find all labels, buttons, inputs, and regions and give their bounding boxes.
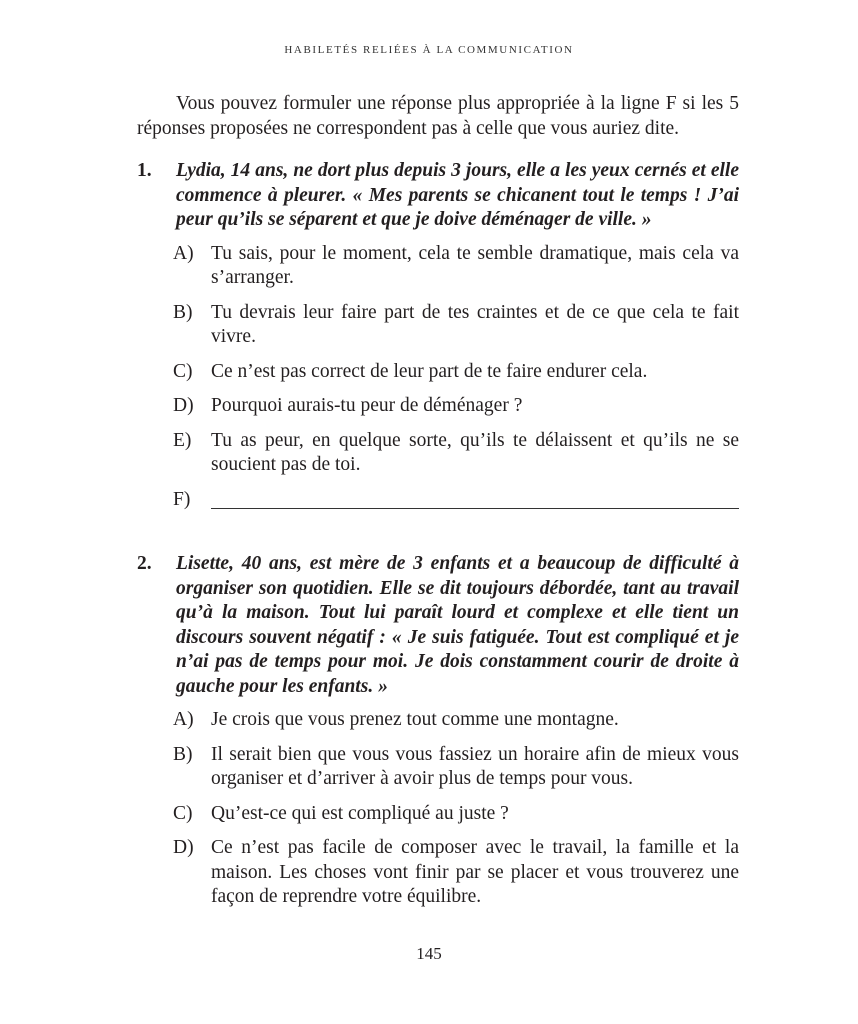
option-text: Pourquoi aurais-tu peur de déménager ? xyxy=(211,395,523,416)
question-text: Lydia, 14 ans, ne dort plus depuis 3 jours, elle a les yeux cernés et elle commence à pleurer. « Mes parents se chicanent tout le temps ! J’ai peur qu’ils se séparent et que je doive déménager de ville. » xyxy=(176,160,739,230)
answer-blank-line[interactable] xyxy=(211,490,739,509)
option-letter: A) xyxy=(173,709,194,730)
option-a xyxy=(173,242,739,291)
question-text: Lisette, 40 ans, est mère de 3 enfants et a beaucoup de difficulté à organiser son quotidien. Elle se dit toujours débordée, tant au travail qu’à la maison. Tout lui paraît lourd et complexe et elle tient un discours souvent négatif : « Je suis fatiguée. Tout est compliqué et je n’ai pas de temps pour moi. Je dois constamment courir de droite à gauche pour les enfants. » xyxy=(176,553,739,697)
option-text: Il serait bien que vous vous fassiez un horaire afin de mieux vous organiser et d’arriver à avoir plus de temps pour vous. xyxy=(211,743,739,789)
option-b xyxy=(173,301,739,350)
option-letter: C) xyxy=(173,802,193,824)
option-f xyxy=(173,488,739,513)
question-number: 2. xyxy=(137,553,152,574)
page-content xyxy=(137,92,739,920)
option-c xyxy=(173,360,739,385)
option-text: Tu as peur, en quelque sorte, qu’ils te délaissent et qu’ils ne se soucient pas de toi. xyxy=(211,429,739,475)
option-text: Ce n’est pas facile de composer avec le travail, la famille et la maison. Les choses vont finir par se placer et vous trouverez une façon de reprendre votre équilibre. xyxy=(211,837,739,907)
question-number: 1. xyxy=(137,160,152,181)
question-2-options xyxy=(173,708,739,910)
page-number: 145 xyxy=(416,944,442,963)
question-1 xyxy=(137,159,739,233)
question-1-options xyxy=(173,242,739,513)
option-letter: A) xyxy=(173,242,194,264)
option-c xyxy=(173,802,739,827)
section-spacer xyxy=(137,522,739,552)
option-text: Je crois que vous prenez tout comme une montagne. xyxy=(211,709,619,730)
option-letter: D) xyxy=(173,395,194,416)
option-d xyxy=(173,836,739,910)
option-a xyxy=(173,708,739,733)
option-text: Tu sais, pour le moment, cela te semble dramatique, mais cela va s’arranger. xyxy=(211,242,739,288)
question-2 xyxy=(137,552,739,699)
option-text: Qu’est-ce qui est compliqué au juste ? xyxy=(211,802,509,824)
option-letter: B) xyxy=(173,301,193,323)
option-text: Ce n’est pas correct de leur part de te faire endurer cela. xyxy=(211,360,648,382)
intro-paragraph: Vous pouvez formuler une réponse plus appropriée à la ligne F si les 5 réponses proposées ne correspondent pas à celle que vous auriez dite. xyxy=(137,93,739,139)
option-letter: E) xyxy=(173,429,192,451)
option-text: Tu devrais leur faire part de tes craintes et de ce que cela te fait vivre. xyxy=(211,301,739,347)
option-b xyxy=(173,743,739,792)
running-head: HABILETÉS RELIÉES À LA COMMUNICATION xyxy=(284,44,574,56)
option-letter: C) xyxy=(173,360,193,382)
option-e xyxy=(173,429,739,478)
option-letter: F) xyxy=(173,488,191,510)
option-letter: D) xyxy=(173,837,194,858)
option-letter: B) xyxy=(173,743,193,765)
option-d xyxy=(173,394,739,419)
